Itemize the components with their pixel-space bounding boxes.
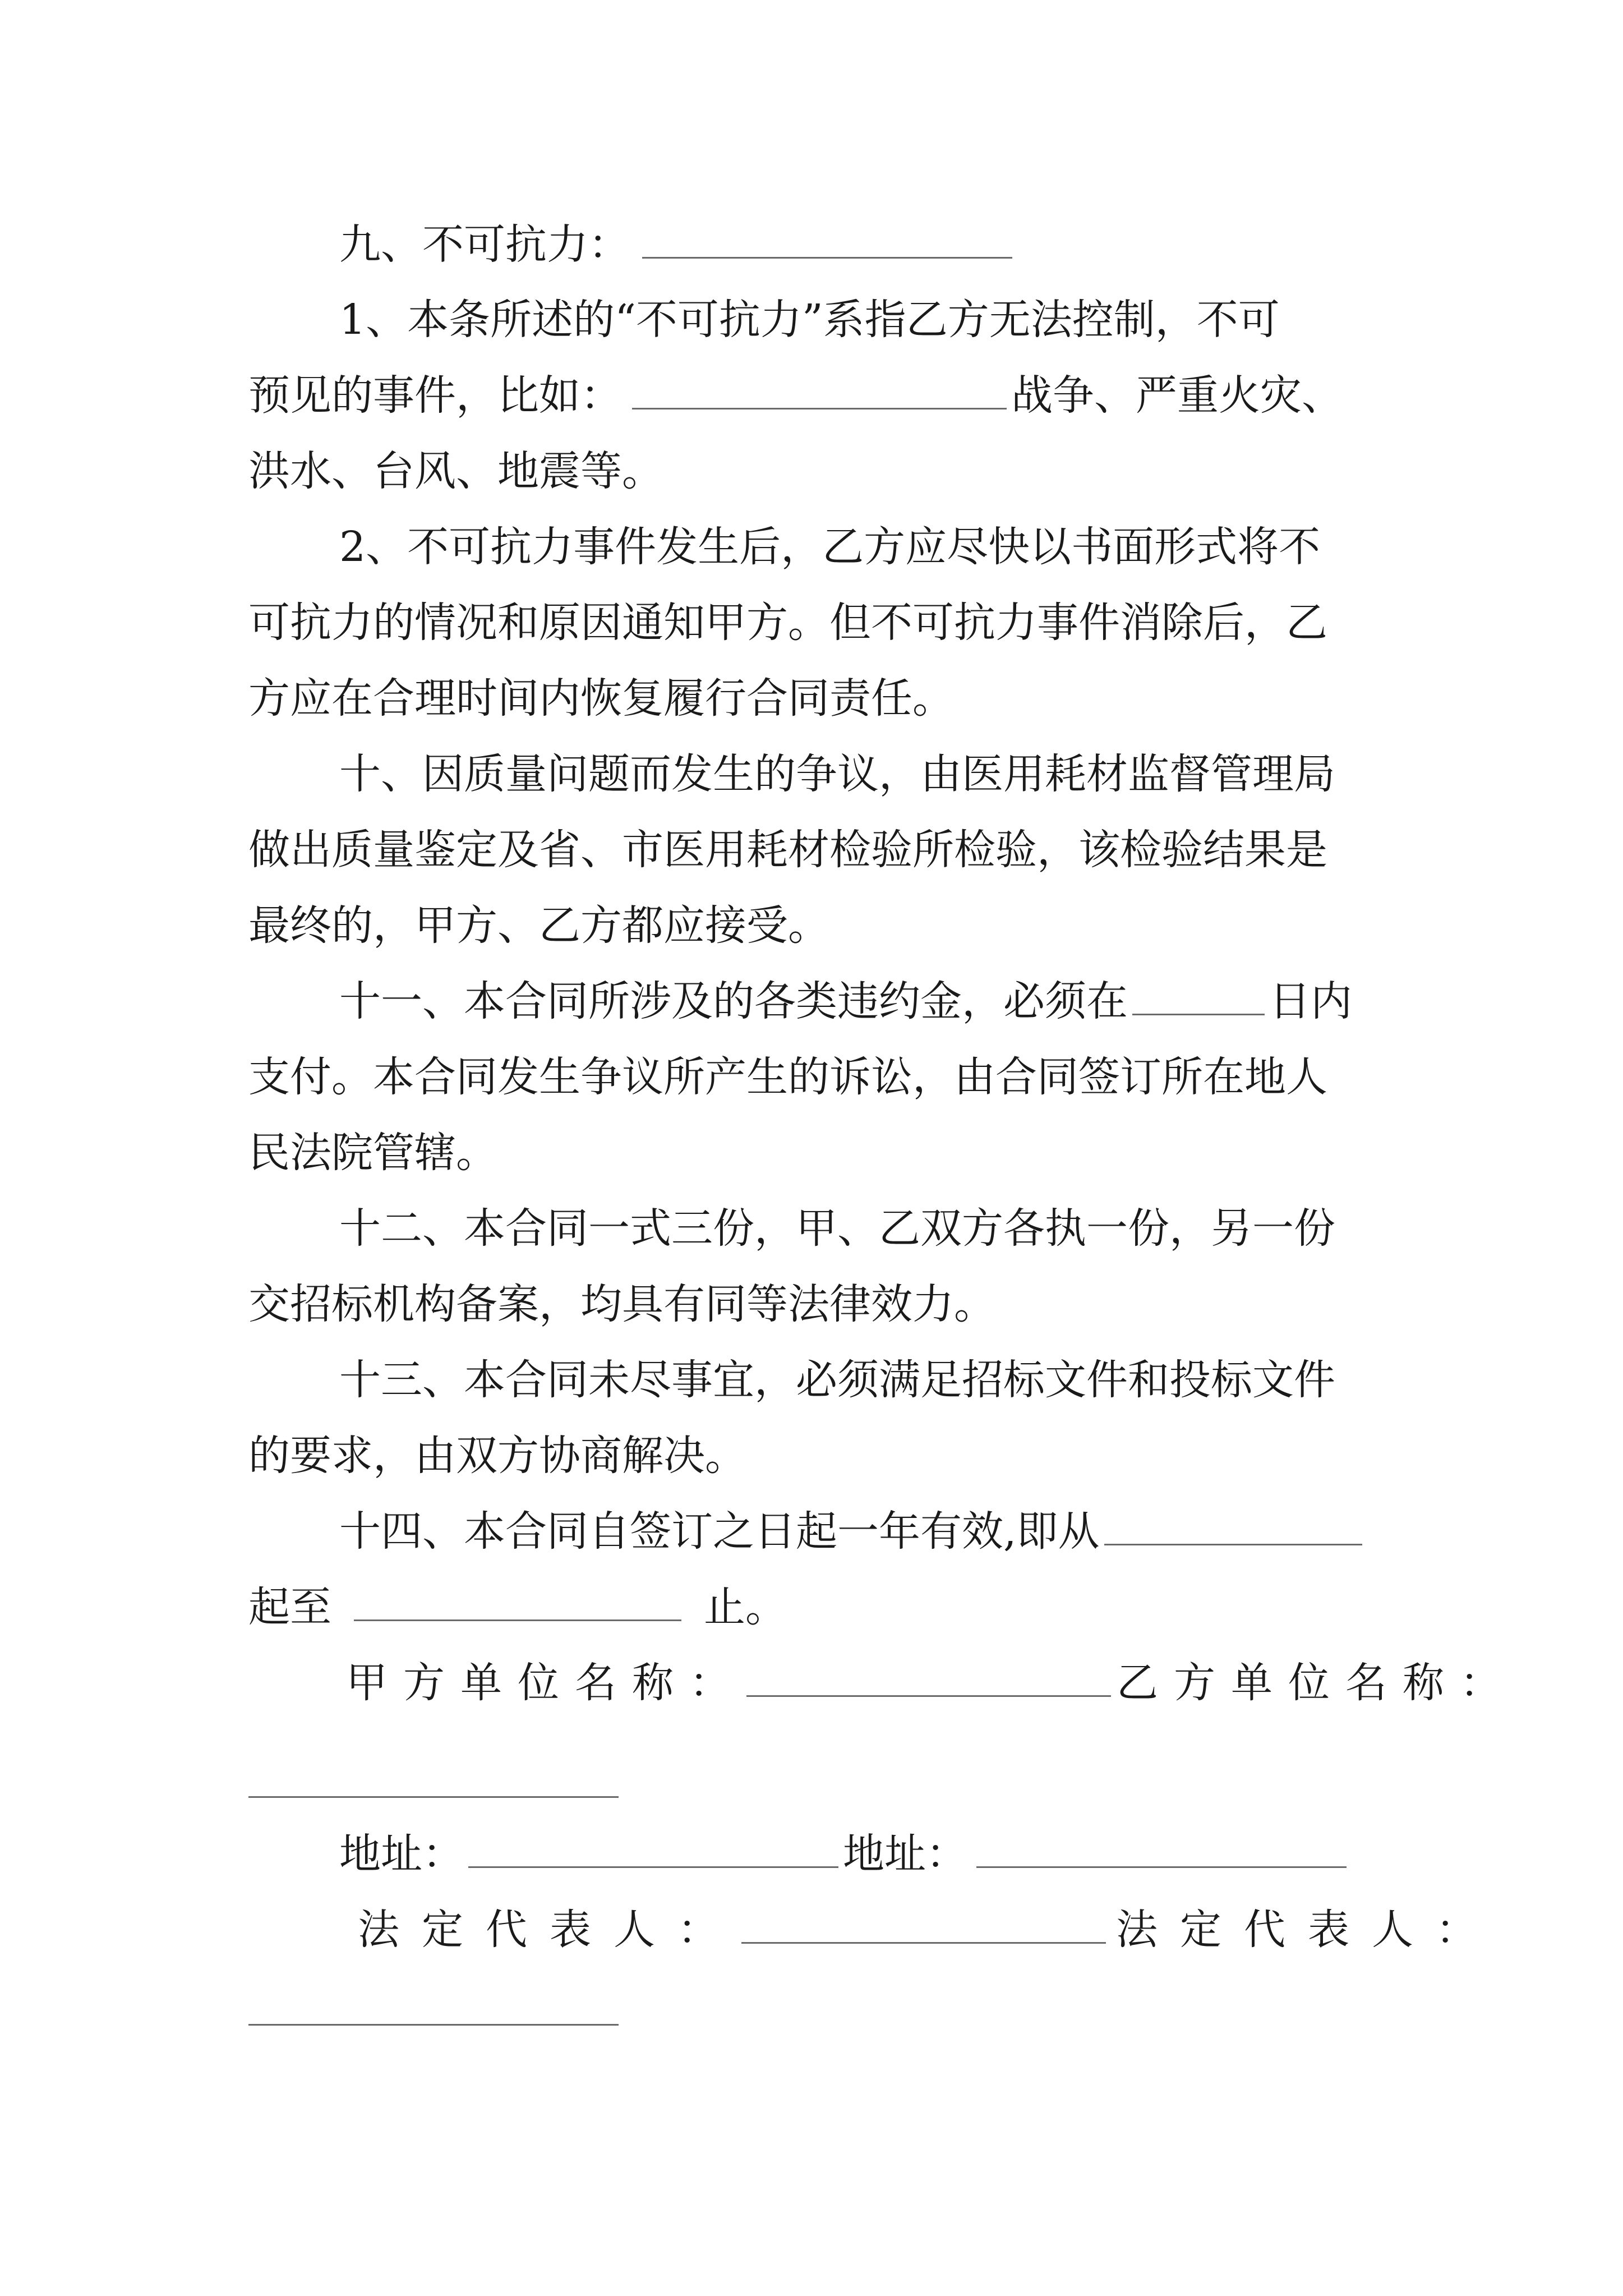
- party-a-address-blank: [468, 1829, 838, 1868]
- party-name-line: [346, 1655, 1517, 1711]
- clause-9-1-examples-text: 战争、严重火灾、: [1011, 371, 1343, 420]
- clause-9-2-text-1: 2、不可抗力事件发生后，乙方应尽快以书面形式将不: [339, 523, 1321, 571]
- clause-10-text-2: 做出质量鉴定及省、市医用耗材检验所检验，该检验结果是: [248, 826, 1327, 874]
- clause-13-line-1: [339, 1352, 1335, 1408]
- party-b-name-label: 乙方单位名称：: [1117, 1659, 1517, 1707]
- clause-9-2-line-1: [339, 519, 1320, 575]
- clause-14-end-text: 止。: [704, 1583, 787, 1631]
- party-b-address-blank: [976, 1829, 1347, 1868]
- clause-13-line-2: [248, 1428, 746, 1484]
- clause-9-1-line-1: [339, 292, 1386, 348]
- clause-11-days-text: 日内: [1269, 977, 1352, 1025]
- clause-12-line-2: [248, 1276, 995, 1332]
- clause-12-line-1: [339, 1200, 1335, 1257]
- party-a-legal-rep-label: 法定代表人：: [358, 1906, 741, 1954]
- clause-10-text-3: 最终的，甲方、乙方都应接受。: [248, 901, 829, 950]
- clause-10-line-3: [248, 898, 829, 954]
- force-majeure-blank: [642, 220, 1012, 259]
- clause-9-2-text-2: 可抗力的情况和原因通知甲方。但不可抗力事件消除后，乙: [248, 599, 1327, 647]
- clause-11-text-1: 十一、本合同所涉及的各类违约金，必须在: [339, 977, 1128, 1025]
- party-b-address-label: 地址：: [843, 1830, 967, 1878]
- clause-10-text-1: 十、因质量问题而发生的争议，由医用耗材监督管理局: [339, 750, 1335, 798]
- clause-14-line-2: [248, 1579, 787, 1635]
- clause-9-1-examples-label: 预见的事件，比如：: [248, 371, 622, 420]
- clause-11-text-3: 民法院管辖。: [248, 1129, 497, 1177]
- party-a-name-blank: [746, 1658, 1111, 1697]
- clause-9-2-line-2: [248, 595, 1327, 651]
- examples-blank: [632, 371, 1007, 409]
- party-a-address-label: 地址：: [339, 1830, 464, 1878]
- clause-9-1-text: 1、本条所述的“不可抗力”系指乙方无法控制，不可: [339, 296, 1280, 344]
- party-a-name-label: 甲方单位名称：: [346, 1659, 746, 1707]
- clause-9-1-line-3: [248, 443, 663, 499]
- party-b-name-blank: [248, 1796, 619, 1798]
- clause-10-line-2: [248, 822, 1327, 878]
- clause-14-text-1: 十四、本合同自签订之日起一年有效,即从: [339, 1507, 1100, 1556]
- start-date-blank: [1104, 1507, 1362, 1545]
- end-date-blank: [354, 1582, 681, 1621]
- clause-11-line-3: [248, 1125, 497, 1181]
- party-a-legal-rep-blank: [741, 1905, 1106, 1944]
- clause-14-from-text: 起至: [248, 1583, 331, 1631]
- legal-rep-line: [358, 1902, 1500, 1958]
- clause-9-1-end-text: 洪水、台风、地震等。: [248, 447, 663, 495]
- clause-11-line-2: [248, 1049, 1327, 1105]
- clause-9-1-line-2: [248, 367, 1343, 424]
- clause-9-heading: [339, 217, 1012, 273]
- address-line: [339, 1826, 1347, 1882]
- clause-11-line-1: [339, 973, 1352, 1029]
- clause-9-2-line-3: [248, 670, 954, 726]
- clause-13-text-1: 十三、本合同未尽事宜，必须满足招标文件和投标文件: [339, 1356, 1335, 1404]
- clause-14-line-1: [339, 1503, 1362, 1559]
- clause-11-text-2: 支付。本合同发生争议所产生的诉讼，由合同签订所在地人: [248, 1053, 1327, 1101]
- clause-9-title: 九、不可抗力：: [339, 220, 630, 269]
- party-b-legal-rep-label: 法定代表人：: [1116, 1906, 1500, 1954]
- party-b-legal-rep-blank: [248, 2024, 619, 2026]
- clause-12-text-1: 十二、本合同一式三份，甲、乙双方各执一份，另一份: [339, 1204, 1335, 1253]
- clause-9-2-text-3: 方应在合理时间内恢复履行合同责任。: [248, 674, 954, 723]
- clause-13-text-2: 的要求，由双方协商解决。: [248, 1432, 746, 1480]
- clause-10-line-1: [339, 746, 1335, 802]
- clause-12-text-2: 交招标机构备案，均具有同等法律效力。: [248, 1280, 995, 1328]
- penalty-days-blank: [1132, 977, 1265, 1015]
